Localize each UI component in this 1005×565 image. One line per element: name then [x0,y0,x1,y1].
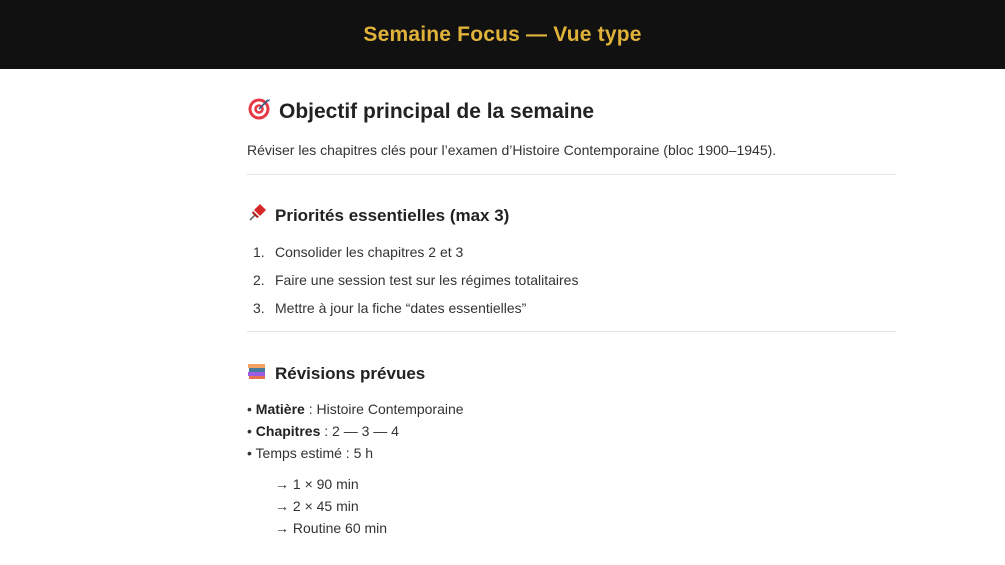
session-item: → Routine 60 min [275,520,388,536]
divider [247,331,896,332]
priorites-heading [247,203,509,228]
matiere-value: : Histoire Contemporaine [304,401,464,417]
list-item [253,300,526,316]
target-icon [247,97,271,127]
objectif-heading [247,97,594,127]
bullet-dot: • [247,445,256,461]
session-item: → 2 × 45 min [275,498,359,514]
list-item [253,244,463,260]
session-item: → 1 × 90 min [275,476,359,492]
list-item-number: 1. [253,244,265,260]
objectif-text: Réviser les chapitres clés pour l’examen d’Histoire Contemporaine (bloc 1900–1945). [247,142,777,158]
list-item-number: 2. [253,272,265,288]
header-banner [0,0,1005,69]
temps-line [247,445,373,461]
revisions-heading-text: Révisions prévues [275,363,426,383]
list-item-text: Mettre à jour la fiche “dates essentielles” [275,300,527,316]
list-item [253,272,578,288]
matiere-line [247,401,464,417]
books-icon [247,361,267,386]
list-item-text: Consolider les chapitres 2 et 3 [275,244,464,260]
revisions-heading [247,361,425,386]
priorites-heading-text: Priorités essentielles (max 3) [275,205,510,225]
list-item-text: Faire une session test sur les régimes totalitaires [275,272,579,288]
page-title: Semaine Focus — Vue type [363,22,642,46]
bullet-dot: • [247,401,256,417]
chapitres-value: : 2 — 3 — 4 [320,423,399,439]
chapitres-label: Chapitres [255,423,321,439]
objectif-heading-text: Objectif principal de la semaine [279,100,595,123]
chapitres-line [247,423,399,439]
temps-text: Temps estimé : 5 h [255,445,374,461]
divider [247,174,896,175]
matiere-label: Matière [255,401,305,417]
bullet-dot: • [247,423,256,439]
list-item-number: 3. [253,300,265,316]
pushpin-icon [247,203,267,228]
